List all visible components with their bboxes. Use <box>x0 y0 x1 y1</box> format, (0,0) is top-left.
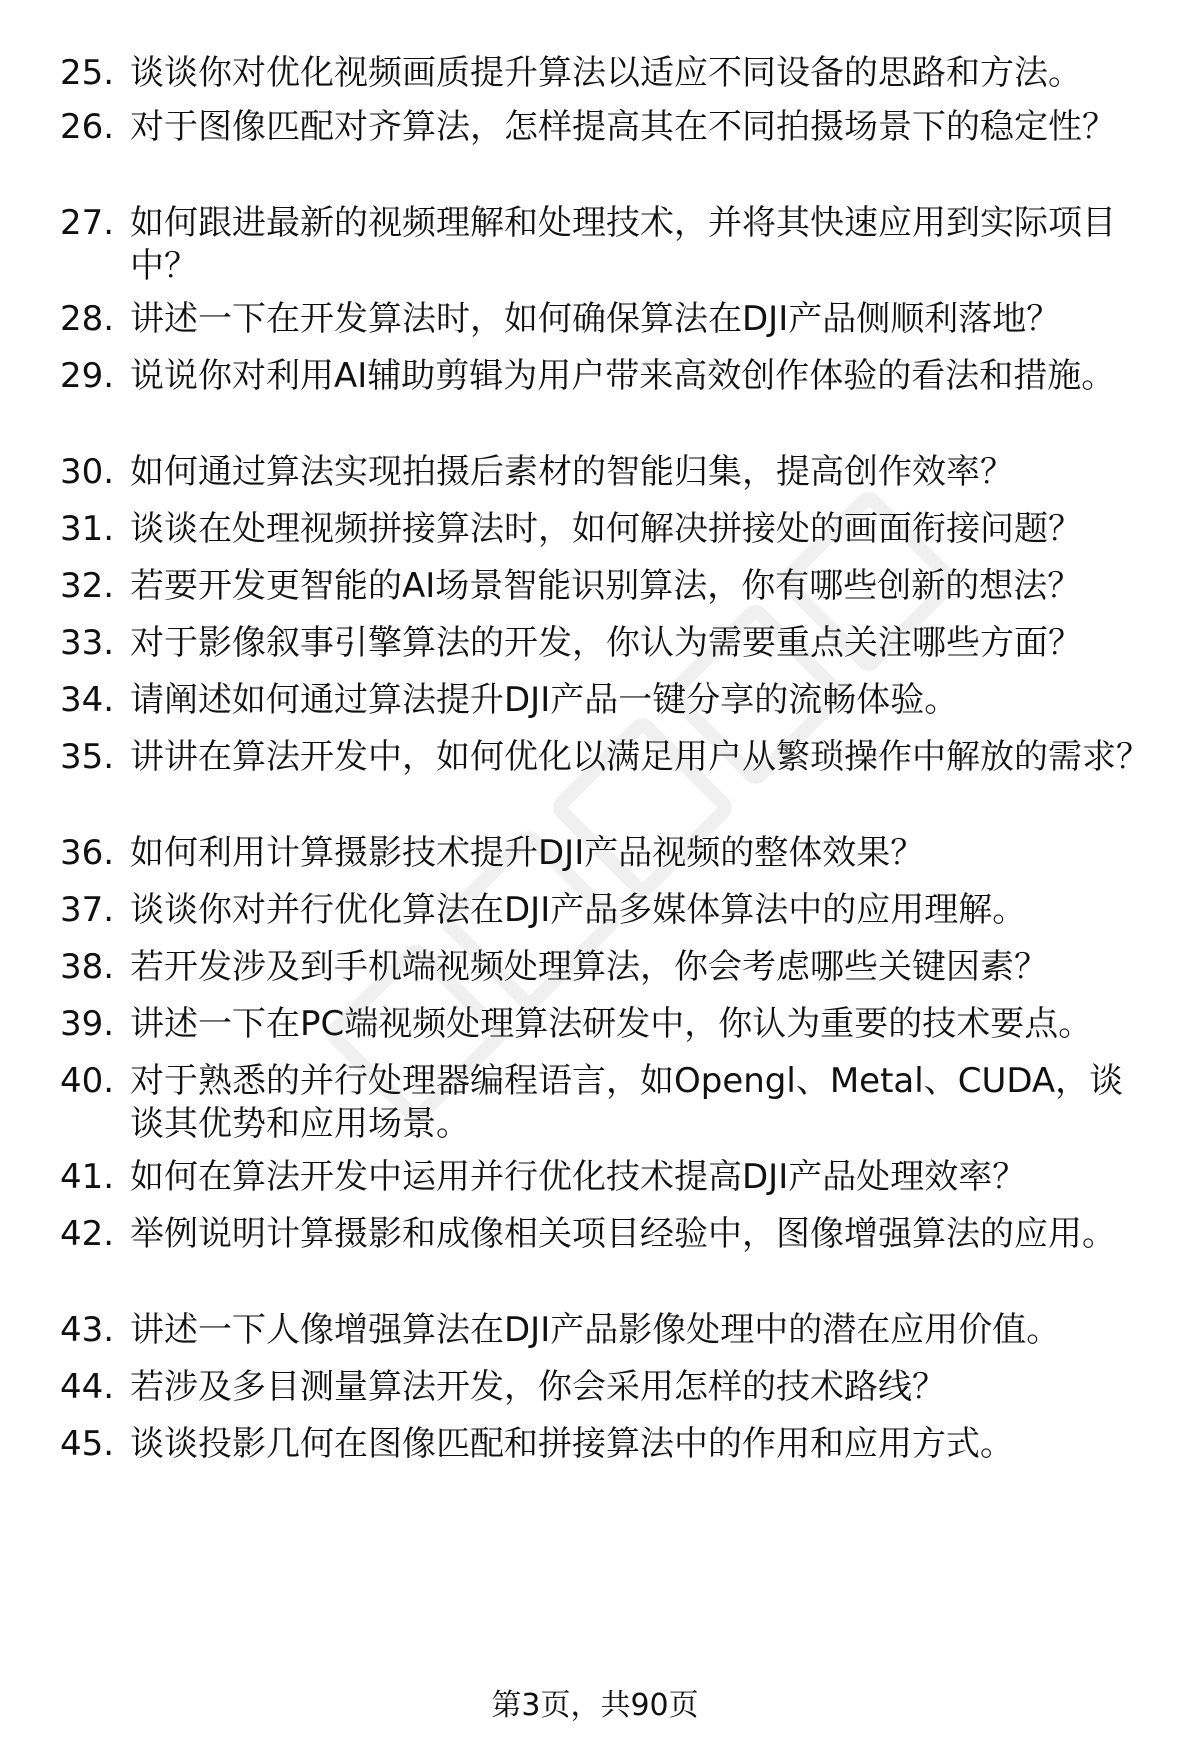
question-text: 若涉及多目测量算法开发，你会采用怎样的技术路线？ <box>130 1367 946 1407</box>
question-number: 38. <box>60 947 115 987</box>
question-number: 33. <box>60 623 115 663</box>
question-number: 30. <box>60 452 115 492</box>
question-number: 37. <box>60 890 115 930</box>
question-number: 41. <box>60 1157 115 1197</box>
question-text: 如何通过算法实现拍摄后素材的智能归集，提高创作效率？ <box>130 452 1014 492</box>
question-text: 谈谈在处理视频拼接算法时，如何解决拼接处的画面衔接问题？ <box>130 509 1082 549</box>
question-number: 32. <box>60 566 115 606</box>
question-text: 讲讲在算法开发中，如何优化以满足用户从繁琐操作中解放的需求？ <box>130 737 1150 777</box>
question-text: 举例说明计算摄影和成像相关项目经验中，图像增强算法的应用。 <box>130 1214 1116 1254</box>
question-text: 讲述一下人像增强算法在DJI产品影像处理中的潜在应用价值。 <box>130 1310 1061 1350</box>
question-text: 谈谈你对并行优化算法在DJI产品多媒体算法中的应用理解。 <box>130 890 1027 930</box>
question-number: 45. <box>60 1424 115 1464</box>
question-text: 对于影像叙事引擎算法的开发，你认为需要重点关注哪些方面？ <box>130 623 1082 663</box>
question-number: 40. <box>60 1061 115 1101</box>
question-number: 26. <box>60 107 115 147</box>
question-text: 讲述一下在开发算法时，如何确保算法在DJI产品侧顺利落地？ <box>130 299 1061 339</box>
question-text: 说说你对利用AI辅助剪辑为用户带来高效创作体验的看法和措施。 <box>130 356 1116 396</box>
question-number: 27. <box>60 203 115 243</box>
question-text: 请阐述如何通过算法提升DJI产品一键分享的流畅体验。 <box>130 680 959 720</box>
question-text: 谈谈你对优化视频画质提升算法以适应不同设备的思路和方法。 <box>130 53 1082 93</box>
question-number: 28. <box>60 299 115 339</box>
question-number: 25. <box>60 53 115 93</box>
question-text: 如何利用计算摄影技术提升DJI产品视频的整体效果？ <box>130 833 925 873</box>
question-text: 对于熟悉的并行处理器编程语言，如Opengl、Metal、CUDA，谈谈其优势和应用场景。 <box>130 1061 1124 1144</box>
question-number: 35. <box>60 737 115 777</box>
question-number: 34. <box>60 680 115 720</box>
question-text: 若要开发更智能的AI场景智能识别算法，你有哪些创新的想法？ <box>130 566 1082 606</box>
question-number: 29. <box>60 356 115 396</box>
question-number: 39. <box>60 1004 115 1044</box>
question-number: 42. <box>60 1214 115 1254</box>
question-number: 43. <box>60 1310 115 1350</box>
question-text: 若开发涉及到手机端视频处理算法，你会考虑哪些关键因素？ <box>130 947 1048 987</box>
question-text: 谈谈投影几何在图像匹配和拼接算法中的作用和应用方式。 <box>130 1424 1014 1464</box>
question-text: 讲述一下在PC端视频处理算法研发中，你认为重要的技术要点。 <box>130 1004 1093 1044</box>
question-text: 如何跟进最新的视频理解和处理技术，并将其快速应用到实际项目中？ <box>130 203 1116 286</box>
question-text: 如何在算法开发中运用并行优化技术提高DJI产品处理效率？ <box>130 1157 1027 1197</box>
question-number: 36. <box>60 833 115 873</box>
question-number: 31. <box>60 509 115 549</box>
question-text: 对于图像匹配对齐算法，怎样提高其在不同拍摄场景下的稳定性？ <box>130 107 1116 147</box>
question-number: 44. <box>60 1367 115 1407</box>
page-number-label: 第3页，共90页 <box>491 1688 699 1723</box>
page-footer <box>0 1686 1190 1726</box>
